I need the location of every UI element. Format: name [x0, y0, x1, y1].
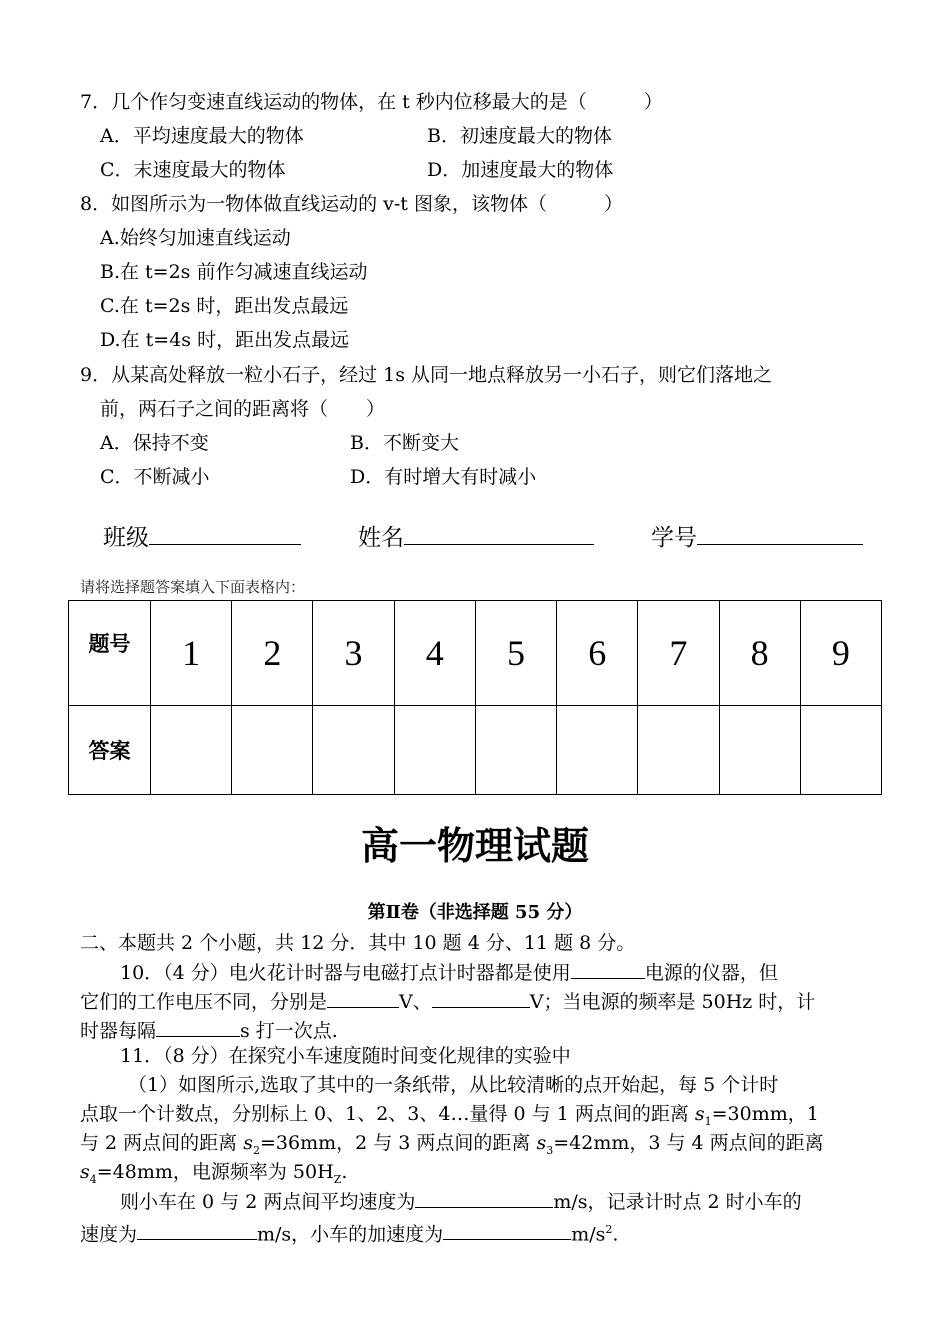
answer-header: 答案	[69, 706, 151, 795]
q11-blank-avg-velocity[interactable]	[415, 1189, 553, 1208]
q11-blank-acceleration[interactable]	[443, 1221, 571, 1240]
q11-line4: 与 2 两点间的距离 $s_2=36mm$，2 与 3 两点间的距离 $s_3=42mm$，3 与 4 两点间的距离	[80, 1132, 824, 1157]
q10-blank-power-type[interactable]	[571, 960, 645, 979]
q9-option-d: D．有时增大有时减小	[350, 466, 537, 488]
question-number-cell: 8	[719, 601, 800, 706]
q7-option-a: A．平均速度最大的物体	[100, 125, 304, 147]
question-number-row	[69, 601, 882, 706]
class-field	[103, 522, 301, 552]
q7-option-b: B．初速度最大的物体	[427, 125, 612, 147]
answer-cell[interactable]	[557, 706, 638, 795]
question-number-cell: 4	[394, 601, 475, 706]
q8-stem: 8．如图所示为一物体做直线运动的 v-t 图象，该物体（ ）	[80, 193, 623, 215]
student-id-blank[interactable]	[697, 522, 863, 545]
q8-option-a: A.始终匀加速直线运动	[100, 227, 291, 249]
q11-line3: 点取一个计数点，分别标上 0、1、2、3、4…量得 0 与 1 两点间的距离 $s_1=30mm$，1	[80, 1103, 819, 1128]
answer-cell[interactable]	[232, 706, 313, 795]
answer-cell[interactable]	[394, 706, 475, 795]
question-number-header: 题号	[69, 601, 151, 706]
q10-blank-voltage-1[interactable]	[327, 989, 399, 1008]
answer-cell[interactable]	[638, 706, 719, 795]
q11-blank-velocity-point2[interactable]	[137, 1221, 257, 1240]
part2-subtitle: 第Ⅱ卷（非选择题 55 分）	[367, 902, 583, 923]
section-heading: 二、本题共 2 个小题，共 12 分．其中 10 题 4 分、11 题 8 分。	[80, 932, 636, 954]
q9-option-c: C．不断减小	[100, 466, 210, 488]
answer-cell[interactable]	[313, 706, 394, 795]
question-number-cell: 5	[475, 601, 556, 706]
answer-cell[interactable]	[800, 706, 881, 795]
q9-stem-line2: 前，两石子之间的距离将（ ）	[100, 398, 386, 420]
name-blank[interactable]	[404, 522, 594, 545]
q10-line3: 时器每隔 s 打一次点.	[80, 1020, 338, 1042]
answer-row	[69, 706, 882, 795]
name-label: 姓名	[358, 525, 404, 551]
q9-option-b: B．不断变大	[350, 432, 459, 454]
question-number-cell: 1	[151, 601, 232, 706]
name-field	[358, 522, 594, 552]
q8-option-c: C.在 t=2s 时，距出发点最远	[100, 295, 349, 317]
answer-cell[interactable]	[151, 706, 232, 795]
question-number-cell: 9	[800, 601, 881, 706]
q11-line5: $s_4=48mm$，电源频率为 $50H_Z$.	[80, 1161, 348, 1186]
q10-blank-voltage-2[interactable]	[432, 989, 530, 1008]
q8-option-d: D.在 t=4s 时，距出发点最远	[100, 329, 350, 351]
q9-stem-line1: 9．从某高处释放一粒小石子，经过 1s 从同一地点释放另一小石子，则它们落地之	[80, 364, 773, 386]
q7-stem: 7．几个作匀变速直线运动的物体，在 t 秒内位移最大的是（ ）	[80, 91, 663, 113]
table-instruction: 请将选择题答案填入下面表格内：	[80, 578, 306, 596]
q11-line7: 速度为 m/s，小车的加速度为 $m/s^2$.	[80, 1223, 619, 1246]
q7-option-c: C．末速度最大的物体	[100, 159, 286, 181]
answer-cell[interactable]	[719, 706, 800, 795]
q9-option-a: A．保持不变	[100, 432, 209, 454]
q8-option-b: B.在 t=2s 前作匀减速直线运动	[100, 261, 368, 283]
q10-line2: 它们的工作电压不同，分别是 V、 V；当电源的频率是 50Hz 时，计	[80, 991, 816, 1013]
q11-line6: 则小车在 0 与 2 两点间平均速度为 m/s，记录计时点 2 时小车的	[120, 1191, 802, 1213]
q11-line1: 11．（8 分）在探究小车速度随时间变化规律的实验中	[120, 1045, 571, 1067]
student-id-label: 学号	[651, 525, 697, 551]
answer-cell[interactable]	[475, 706, 556, 795]
exam-title: 高一物理试题	[360, 824, 589, 868]
q10-blank-interval[interactable]	[156, 1018, 240, 1037]
student-id-field	[651, 522, 863, 552]
question-number-cell: 3	[313, 601, 394, 706]
q7-option-d: D．加速度最大的物体	[427, 159, 614, 181]
question-number-cell: 2	[232, 601, 313, 706]
q11-line2: （1）如图所示,选取了其中的一条纸带，从比较清晰的点开始起，每 5 个计时	[128, 1074, 779, 1096]
question-number-cell: 6	[557, 601, 638, 706]
class-label: 班级	[103, 525, 149, 551]
q10-line1: 10．（4 分）电火花计时器与电磁打点计时器都是使用 电源的仪器，但	[120, 962, 778, 984]
class-blank[interactable]	[149, 522, 301, 545]
question-number-cell: 7	[638, 601, 719, 706]
answer-table	[68, 600, 882, 795]
